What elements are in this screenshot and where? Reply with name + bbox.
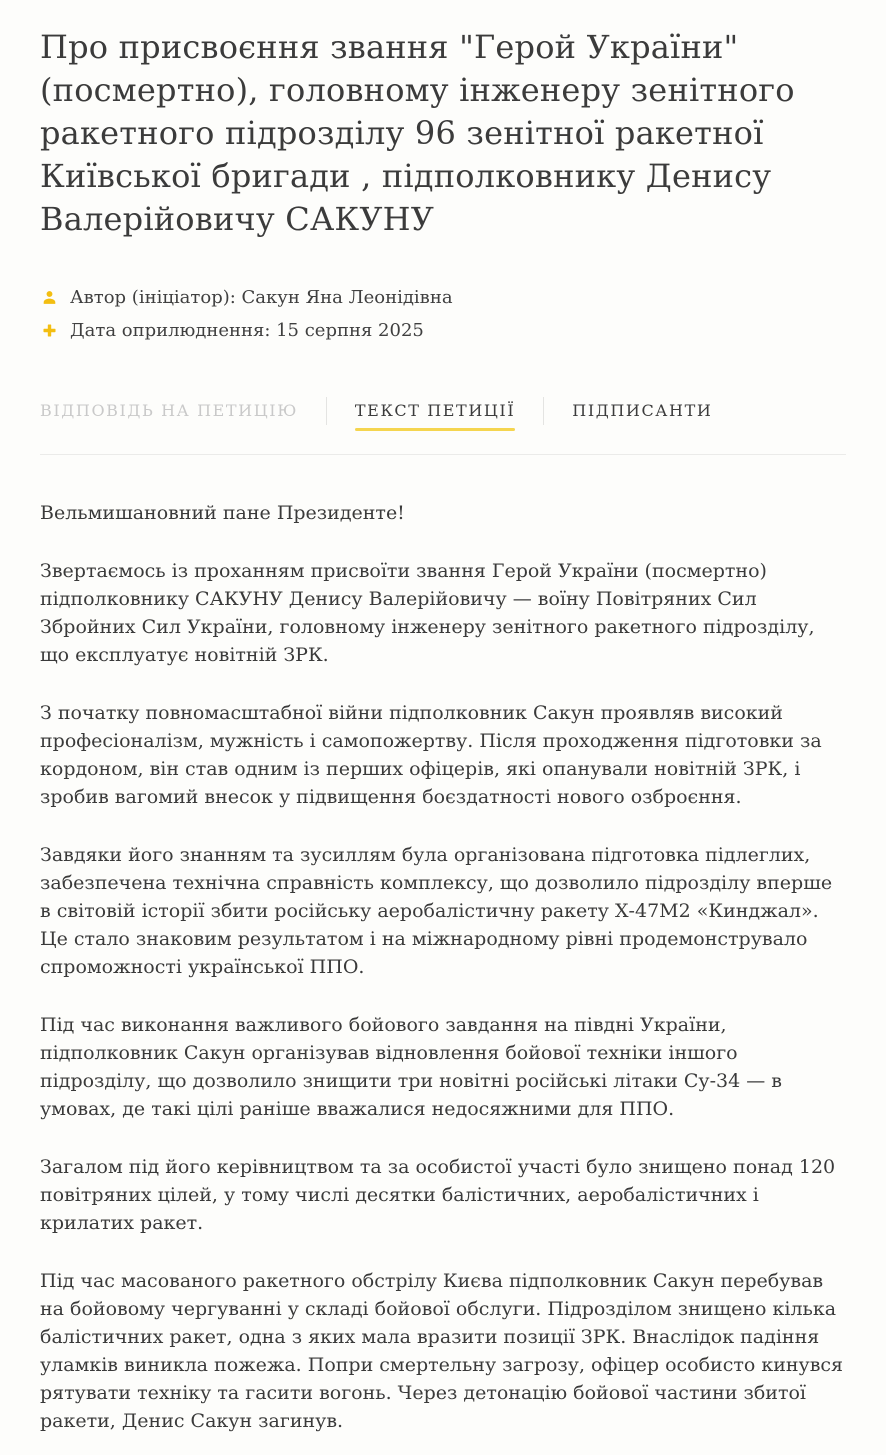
petition-paragraph: Під час масованого ракетного обстрілу Києва підполковник Сакун перебував на бойовому чергуванні у складі бойової обслуги. Підрозділом знищено кілька балістичних ракет, одна з яких мала вразити позиції ЗРК. Внаслідок падіння уламків виникла пожежа. Попри смертельну загрозу, офіцер особисто кинувся рятувати техніку та гасити вогонь. Через детонацію бойової частини збитої ракети, Денис Сакун загинув.	[40, 1270, 844, 1432]
petition-paragraph: Завдяки його знанням та зусиллям була організована підготовка підлеглих, забезпечена технічна справність комплексу, що дозволило підрозділу вперше в світовій історії збити російську аеробалістичну ракету Х-47М2 «Кинджал». Це стало знаковим результатом і на міжнародному рівні продемонструвало спроможності української ППО.	[40, 844, 833, 978]
publish-date-label: Дата оприлюднення: 15 серпня 2025	[70, 320, 424, 341]
petition-paragraph: Звертаємось із проханням присвоїти звання Герой України (посмертно) підполковнику САКУНУ Денису Валерійовичу — воїну Повітряних Сил Збройних Сил України, головному інженеру зенітного ракетного підрозділу, що експлуатує новітній ЗРК.	[40, 560, 815, 666]
petition-body	[40, 499, 846, 1435]
tab-petition-answer[interactable]: ВІДПОВІДЬ НА ПЕТИЦІЮ	[40, 400, 298, 420]
tab-signers[interactable]: ПІДПИСАНТИ	[572, 400, 713, 420]
tab-divider	[543, 397, 544, 425]
author-label: Автор (ініціатор): Сакун Яна Леонідівна	[70, 287, 453, 308]
petition-tabs	[40, 397, 846, 425]
petition-paragraph: Загалом під його керівництвом та за особистої участі було знищено понад 120 повітряних цілей, у тому числі десятки балістичних, аеробалістичних і крилатих ракет.	[40, 1156, 836, 1234]
petition-paragraph: Під час виконання важливого бойового завдання на півдні України, підполковник Сакун організував відновлення бойової техніки іншого підрозділу, що дозволило знищити три новітні російські літаки Су-34 — в умовах, де такі цілі раніше вважалися недосяжними для ППО.	[40, 1014, 782, 1120]
tab-petition-text[interactable]: ТЕКСТ ПЕТИЦІЇ	[354, 400, 516, 420]
content-divider	[40, 454, 846, 455]
author-row	[40, 287, 846, 308]
publish-date-row	[40, 320, 846, 341]
plus-icon	[40, 321, 59, 340]
tab-divider	[326, 397, 327, 425]
petition-paragraph: Вельмишановний пане Президенте!	[40, 502, 405, 524]
user-icon	[40, 288, 59, 307]
petition-paragraph: З початку повномасштабної війни підполковник Сакун проявляв високий професіоналізм, мужність і самопожертву. Після проходження підготовки за кордоном, він став одним із перших офіцерів, які опанували новітній ЗРК, і зробив вагомий внесок у підвищення боєздатності нового озброєння.	[40, 702, 822, 808]
petition-title: Про присвоєння звання "Герой України" (посмертно), головному інженеру зенітного ракетного підрозділу 96 зенітної ракетної Київської бригади , підполковнику Денису Валерійовичу САКУНУ	[40, 28, 795, 238]
petition-meta	[40, 287, 846, 341]
